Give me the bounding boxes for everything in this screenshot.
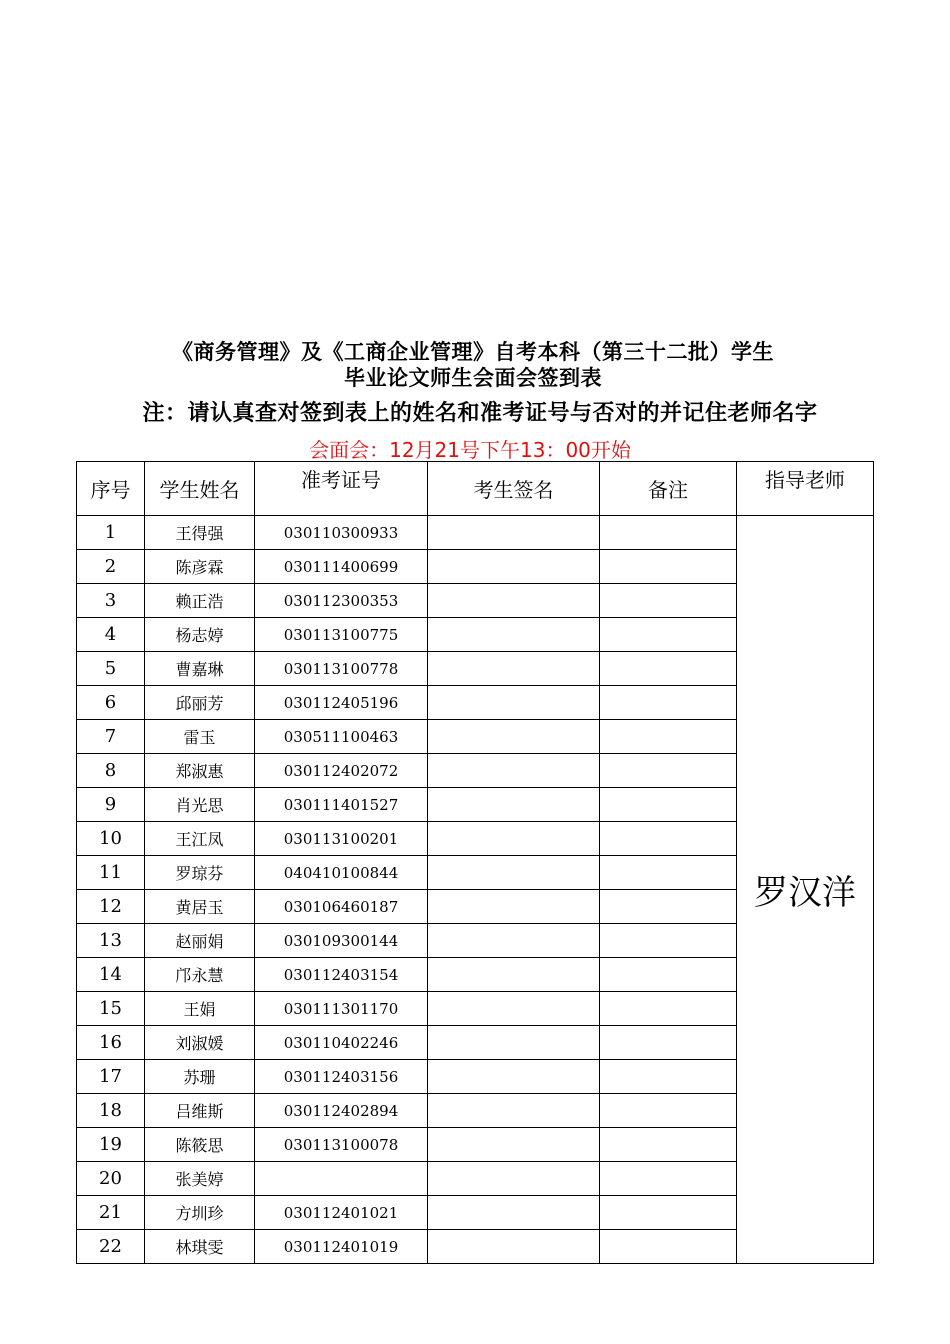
row-number: 5: [77, 652, 145, 686]
remark-cell[interactable]: [600, 720, 737, 754]
document-title-line1: 《商务管理》及《工商企业管理》自考本科（第三十二批）学生: [172, 340, 774, 364]
student-name: 吕维斯: [145, 1094, 255, 1128]
exam-id: 030112402072: [255, 754, 428, 788]
signature-cell[interactable]: [428, 1026, 600, 1060]
exam-id: 030112401021: [255, 1196, 428, 1230]
signature-cell[interactable]: [428, 1060, 600, 1094]
table-header-row: [77, 462, 874, 516]
signature-cell[interactable]: [428, 754, 600, 788]
student-name: 赵丽娟: [145, 924, 255, 958]
exam-id: 030112405196: [255, 686, 428, 720]
student-name: 方圳珍: [145, 1196, 255, 1230]
remark-cell[interactable]: [600, 1230, 737, 1264]
signature-cell[interactable]: [428, 618, 600, 652]
student-name: 王江凤: [145, 822, 255, 856]
header-id: 准考证号: [255, 462, 428, 516]
remark-cell[interactable]: [600, 1162, 737, 1196]
row-number: 8: [77, 754, 145, 788]
student-name: 赖正浩: [145, 584, 255, 618]
exam-id: 030112402894: [255, 1094, 428, 1128]
remark-cell[interactable]: [600, 1026, 737, 1060]
signature-cell[interactable]: [428, 890, 600, 924]
exam-id: 030112300353: [255, 584, 428, 618]
signature-cell[interactable]: [428, 1230, 600, 1264]
student-name: 张美婷: [145, 1162, 255, 1196]
signature-cell[interactable]: [428, 1196, 600, 1230]
exam-id: 030109300144: [255, 924, 428, 958]
remark-cell[interactable]: [600, 924, 737, 958]
signature-cell[interactable]: [428, 788, 600, 822]
remark-cell[interactable]: [600, 1094, 737, 1128]
document-title-line2: 毕业论文师生会面会签到表: [344, 366, 602, 390]
remark-cell[interactable]: [600, 686, 737, 720]
student-name: 邱丽芳: [145, 686, 255, 720]
row-number: 1: [77, 516, 145, 550]
row-number: 9: [77, 788, 145, 822]
remark-cell[interactable]: [600, 516, 737, 550]
row-number: 16: [77, 1026, 145, 1060]
row-number: 3: [77, 584, 145, 618]
row-number: 11: [77, 856, 145, 890]
signature-cell[interactable]: [428, 822, 600, 856]
row-number: 13: [77, 924, 145, 958]
instruction-note: 注：请认真查对签到表上的姓名和准考证号与否对的并记住老师名字: [142, 401, 818, 426]
remark-cell[interactable]: [600, 788, 737, 822]
remark-cell[interactable]: [600, 618, 737, 652]
signature-cell[interactable]: [428, 516, 600, 550]
row-number: 10: [77, 822, 145, 856]
row-number: 18: [77, 1094, 145, 1128]
student-name: 林琪雯: [145, 1230, 255, 1264]
row-number: 21: [77, 1196, 145, 1230]
student-name: 黄居玉: [145, 890, 255, 924]
student-name: 曹嘉琳: [145, 652, 255, 686]
signature-cell[interactable]: [428, 992, 600, 1026]
student-name: 王得强: [145, 516, 255, 550]
row-number: 14: [77, 958, 145, 992]
signature-cell[interactable]: [428, 1162, 600, 1196]
remark-cell[interactable]: [600, 822, 737, 856]
remark-cell[interactable]: [600, 1196, 737, 1230]
signature-cell[interactable]: [428, 720, 600, 754]
exam-id: 030110300933: [255, 516, 428, 550]
signature-cell[interactable]: [428, 550, 600, 584]
signature-cell[interactable]: [428, 652, 600, 686]
header-signature: 考生签名: [428, 462, 600, 516]
exam-id: 030106460187: [255, 890, 428, 924]
exam-id: 030112403154: [255, 958, 428, 992]
row-number: 6: [77, 686, 145, 720]
teacher-name: 罗汉洋: [737, 516, 874, 1264]
row-number: 19: [77, 1128, 145, 1162]
row-number: 7: [77, 720, 145, 754]
student-name: 王娟: [145, 992, 255, 1026]
exam-id: 040410100844: [255, 856, 428, 890]
exam-id: [255, 1162, 428, 1196]
row-number: 12: [77, 890, 145, 924]
header-name: 学生姓名: [145, 462, 255, 516]
table-row: [77, 516, 874, 550]
student-name: 郑淑惠: [145, 754, 255, 788]
remark-cell[interactable]: [600, 958, 737, 992]
row-number: 4: [77, 618, 145, 652]
exam-id: 030112401019: [255, 1230, 428, 1264]
student-name: 邝永慧: [145, 958, 255, 992]
remark-cell[interactable]: [600, 856, 737, 890]
signature-cell[interactable]: [428, 686, 600, 720]
signature-cell[interactable]: [428, 1128, 600, 1162]
exam-id: 030113100078: [255, 1128, 428, 1162]
remark-cell[interactable]: [600, 890, 737, 924]
signature-cell[interactable]: [428, 958, 600, 992]
student-name: 雷玉: [145, 720, 255, 754]
row-number: 15: [77, 992, 145, 1026]
exam-id: 030110402246: [255, 1026, 428, 1060]
signature-cell[interactable]: [428, 924, 600, 958]
remark-cell[interactable]: [600, 992, 737, 1026]
student-name: 刘淑媛: [145, 1026, 255, 1060]
signature-cell[interactable]: [428, 856, 600, 890]
signature-cell[interactable]: [428, 1094, 600, 1128]
student-name: 苏珊: [145, 1060, 255, 1094]
row-number: 17: [77, 1060, 145, 1094]
remark-cell[interactable]: [600, 1128, 737, 1162]
header-no: 序号: [77, 462, 145, 516]
remark-cell[interactable]: [600, 652, 737, 686]
exam-id: 030511100463: [255, 720, 428, 754]
header-teacher: 指导老师: [737, 462, 874, 516]
meeting-time: 会面会：12月21号下午13：00开始: [309, 438, 631, 462]
sign-in-table: [76, 461, 874, 1264]
student-name: 肖光思: [145, 788, 255, 822]
student-name: 杨志婷: [145, 618, 255, 652]
student-name: 陈筱思: [145, 1128, 255, 1162]
header-remark: 备注: [600, 462, 737, 516]
row-number: 2: [77, 550, 145, 584]
exam-id: 030111301170: [255, 992, 428, 1026]
remark-cell[interactable]: [600, 1060, 737, 1094]
exam-id: 030111400699: [255, 550, 428, 584]
signature-cell[interactable]: [428, 584, 600, 618]
remark-cell[interactable]: [600, 550, 737, 584]
exam-id: 030113100201: [255, 822, 428, 856]
exam-id: 030113100775: [255, 618, 428, 652]
row-number: 22: [77, 1230, 145, 1264]
exam-id: 030111401527: [255, 788, 428, 822]
row-number: 20: [77, 1162, 145, 1196]
student-name: 罗琼芬: [145, 856, 255, 890]
exam-id: 030112403156: [255, 1060, 428, 1094]
remark-cell[interactable]: [600, 584, 737, 618]
exam-id: 030113100778: [255, 652, 428, 686]
student-name: 陈彦霖: [145, 550, 255, 584]
remark-cell[interactable]: [600, 754, 737, 788]
